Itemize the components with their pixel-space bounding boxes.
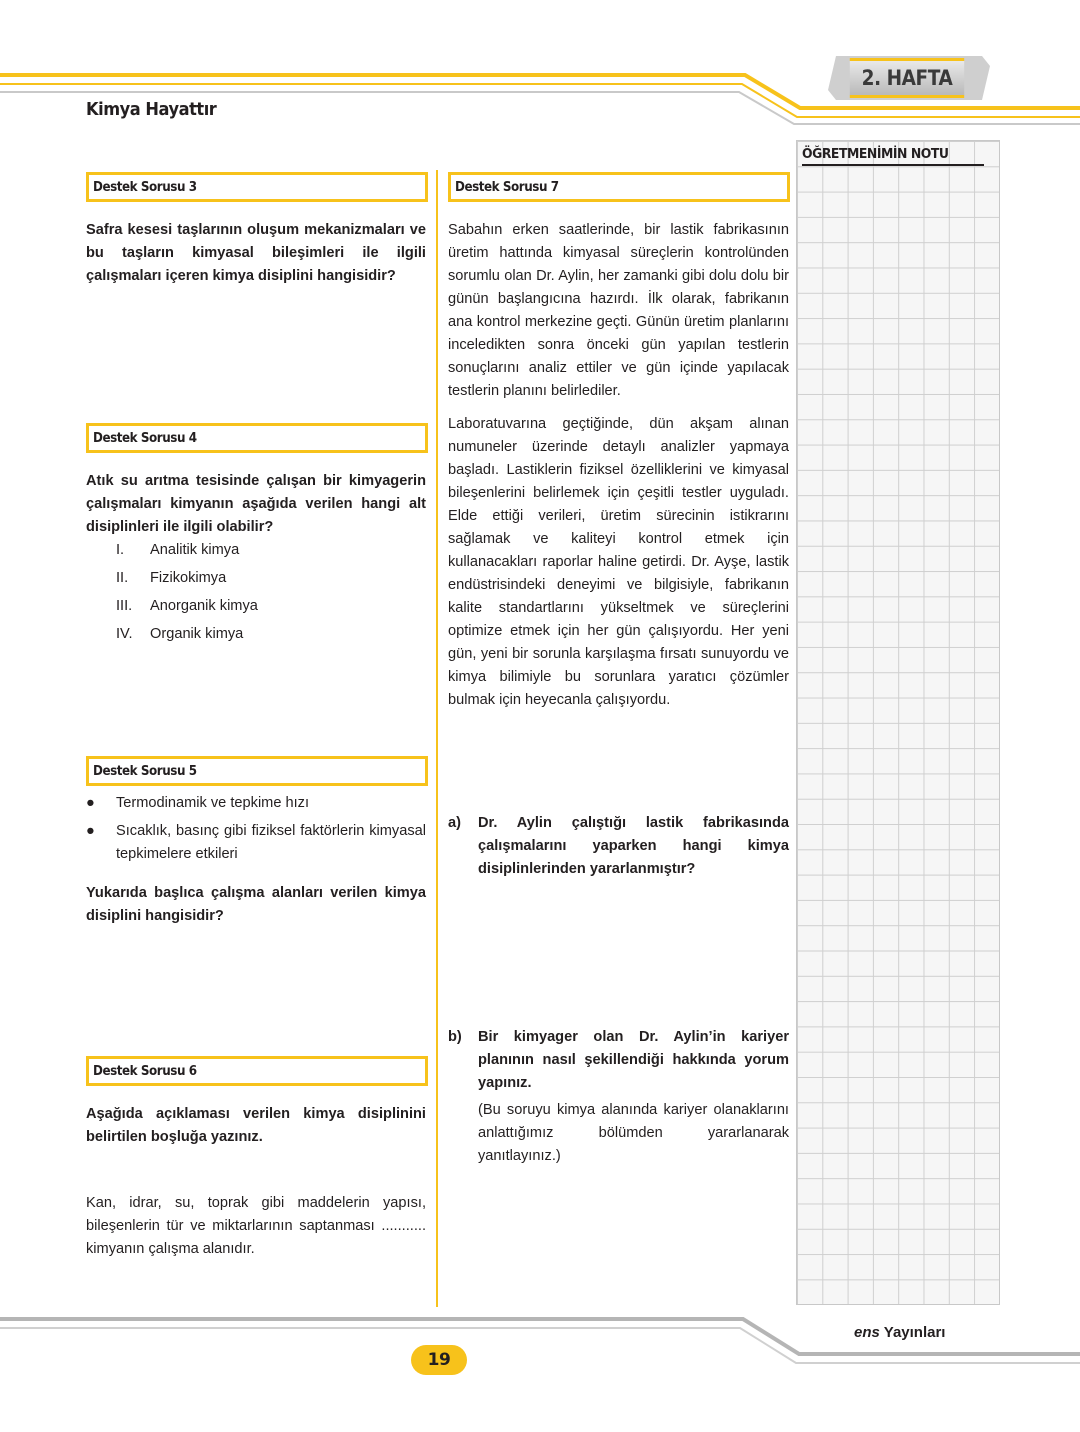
column-divider (436, 170, 438, 1307)
question-7-paragraph-2: Laboratuvarına geçtiğinde, dün akşam alınan numuneler üzerinde detaylı analizler yapmaya başladı. Lastiklerin fiziksel özelliklerini ve kimyasal bileşenlerini belirlemek için çeşitli testler uyguladı. Elde ettiği verileri, üretim sürecinin istikrarını sağlamak ve kaliteyi kontrol etmek için kullanacakları raporlar haline getirdi. Dr. Ayşe, lastik endüstrisindeki deneyimi ve bilgisiyle, fabrikanın kalite standartlarını yükseltmek ve süreçlerini optimize etmek için her gün çalışıyordu. Her yeni gün, yeni bir sorunla karşılaşma fırsatı sunuyordu ve kimya bilimiyle bu sorunlara yaratıcı çözümler bulmak için heyecanla çalışıyordu. (448, 416, 789, 708)
option-row: II. Fizikokimya (116, 570, 227, 586)
bullet-icon: ● (86, 823, 95, 839)
teacher-notes-grid (796, 140, 1000, 1305)
question-7b-letter: b) (448, 1029, 462, 1045)
option-row: III. Anorganik kimya (116, 598, 258, 614)
question-7-label: Destek Sorusu 7 (448, 172, 790, 202)
question-7b-text: Bir kimyager olan Dr. Aylin’in kariyer planının nasıl şekillendiği hakkında yorum yapınız. (478, 1029, 789, 1091)
question-7b-note: (Bu soruyu kimya alanında kariyer olanaklarını anlattığımız bölümden yararlanarak yanıtlayınız.) (478, 1102, 789, 1164)
bullet-icon: ● (86, 795, 95, 811)
page-number: 19 (411, 1345, 467, 1375)
question-5-text: Yukarıda başlıca çalışma alanları verilen kimya disiplini hangisidir? (86, 885, 426, 924)
option-row: I. Analitik kimya (116, 542, 240, 558)
question-6-text: Aşağıda açıklaması verilen kimya disiplinini belirtilen boşluğa yazınız. (86, 1106, 426, 1145)
bullet-item: ● Termodinamik ve tepkime hızı (86, 792, 426, 815)
question-4-options (116, 536, 416, 648)
bullet-item: ● Sıcaklık, basınç gibi fiziksel faktörlerin kimyasal tepkimelere etkileri (86, 820, 426, 866)
book-title: Kimya Hayattır (86, 99, 217, 120)
question-5-bullets (86, 792, 426, 871)
ens-logo-icon: ens (854, 1324, 880, 1341)
question-6-label: Destek Sorusu 6 (86, 1056, 428, 1086)
question-3-text: Safra kesesi taşlarının oluşum mekanizmaları ve bu taşların kimyasal bileşimleri ile ilgili çalışmaları içeren kimya disiplini hangisidir? (86, 222, 426, 284)
question-6-statement: Kan, idrar, su, toprak gibi maddelerin yapısı, bileşenlerin tür ve miktarlarının saptanması ........... kimyanın çalışma alanıdır. (86, 1195, 426, 1257)
question-7a (448, 812, 789, 881)
question-4-label: Destek Sorusu 4 (86, 423, 428, 453)
publisher-name: Yayınları (883, 1324, 946, 1341)
question-4-text: Atık su arıtma tesisinde çalışan bir kimyagerin çalışmaları kimyanın aşağıda verilen hangi alt disiplinleri ile ilgili olabilir? (86, 473, 426, 535)
option-row: IV. Organik kimya (116, 626, 244, 642)
question-7a-text: Dr. Aylin çalıştığı lastik fabrikasında çalışmalarını yaparken hangi kimya disiplinlerinden yararlanmıştır? (478, 815, 789, 877)
publisher-logo (854, 1324, 945, 1341)
question-3-label: Destek Sorusu 3 (86, 172, 428, 202)
teacher-notes-title: ÖĞRETMENİMİN NOTU (802, 146, 984, 166)
week-badge: 2. HAFTA (850, 58, 964, 98)
question-7a-letter: a) (448, 815, 461, 831)
question-5-label: Destek Sorusu 5 (86, 756, 428, 786)
question-7-paragraph-1: Sabahın erken saatlerinde, bir lastik fabrikasının üretim hattında kimyasal süreçlerin kontrolünden sorumlu olan Dr. Aylin, her zamanki gibi dolu dolu bir günün başlangıcına hazırdı. İlk olarak, fabrikanın ana kontrol merkezine geçti. Günün üretim planlarını inceledikten sonra önceki gün yapılan testlerin sonuçlarını analiz ettiler ve gün içinde yapılacak testlerin planını belirlediler. (448, 222, 789, 399)
question-7b (448, 1026, 789, 1168)
